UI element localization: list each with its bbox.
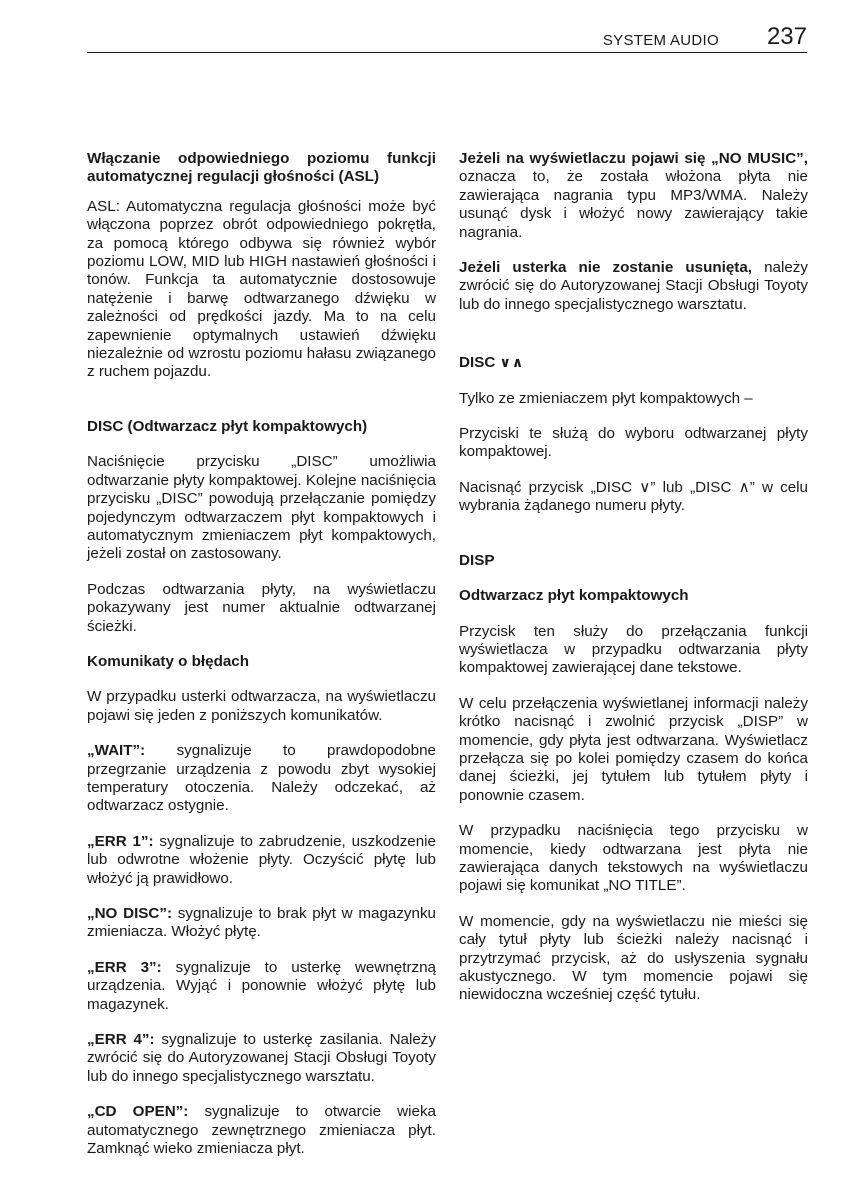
page-number: 237 [766, 23, 807, 50]
up-down-arrows-icon: ∨∧ [499, 355, 525, 372]
disp-paragraph-1: Przycisk ten służy do przełączania funkcji wyświetlacza w przypadku odtwarzania płyty kompaktowej zawierającej dane tekstowe. [459, 622, 808, 677]
disc-paragraph-2: Podczas odtwarzania płyty, na wyświetlaczu pokazywany jest numer aktualnie odtwarzanej ścieżki. [87, 580, 436, 635]
disc-heading: DISC (Odtwarzacz płyt kompaktowych) [87, 417, 368, 435]
no-music-condition: Jeżeli na wyświetlaczu pojawi się „NO MUSIC”, [459, 150, 808, 167]
error-message-nodisc [87, 905, 436, 942]
asl-heading: Włączanie odpowiedniego poziomu funkcji automatycznej regulacji głośności (ASL) [87, 150, 436, 186]
error-code: „ERR 3”: [87, 958, 162, 976]
fault-text: należy zwrócić się do Autoryzowanej Stacji Obsługi Toyoty lub do innego specjalistycznego warsztatu. [459, 259, 808, 313]
disc-press-paragraph: Nacisnąć przycisk „DISC ∨” lub „DISC ∧” w celu wybrania żądanego numeru płyty. [459, 478, 808, 515]
error-message-err4 [87, 1031, 436, 1086]
disp-heading: DISP [459, 551, 495, 569]
error-message-err3 [87, 959, 436, 1014]
errors-heading: Komunikaty o błędach [87, 652, 250, 670]
asl-paragraph: ASL: Automatyczna regulacja głośności może być włączona poprzez obrót odpowiedniego pokrętła, za pomocą którego odbywa się również wybór poziomu LOW, MID lub HIGH nastawień głośności i tonów. Funkcja ta automatycznie dostosowuje natężenie i barwę odtwarzanego dźwięku w zależności od prędkości jazdy. Ma to na celu zapewnienie optymalnych ustawień dźwięku niezależnie od wzrostu poziomu hałasu związanego z ruchem pojazdu. [87, 197, 436, 381]
error-description: sygnalizuje to usterkę wewnętrzną urządzenia. Wyjąć i ponownie włożyć płytę lub magazynek. [87, 958, 436, 1013]
changer-only-note: Tylko ze zmieniaczem płyt kompaktowych – [459, 389, 753, 407]
error-code: „NO DISC”: [87, 905, 173, 922]
disp-paragraph-4: W momencie, gdy na wyświetlaczu nie mieści się cały tytuł płyty lub ścieżki należy nacisnąć i przytrzymać przycisk, aż do usłyszenia sygnału akustycznego. W tym momencie pojawi się niewidoczna wcześniej część tytułu. [459, 912, 808, 1004]
error-code: „WAIT”: [87, 742, 146, 760]
fault-paragraph [459, 259, 808, 314]
error-code: „CD OPEN”: [87, 1103, 189, 1121]
section-title: SYSTEM AUDIO [602, 32, 719, 49]
disp-paragraph-2: W celu przełączenia wyświetlanej informacji należy krótko nacisnąć i zwolnić przycisk „DISP” w momencie, gdy płyta jest odtwarzana. Wyświetlacz przełącza się po kolei pomiędzy czasem do końca danej ścieżki, jej tytułem lub tytułem płyty i ponownie czasem. [459, 694, 808, 804]
fault-condition: Jeżeli usterka nie zostanie usunięta, [459, 259, 753, 277]
error-description: sygnalizuje to otwarcie wieka automatycznego zewnętrznego zmieniacza płyt. Zamknąć wieko zmieniacza płyt. [87, 1103, 436, 1158]
error-message-err1 [87, 833, 436, 888]
no-music-text: oznacza to, że została włożona płyta nie zawierająca nagrania typu MP3/WMA. Należy usunąć dysk i włożyć nowy zawierający takie nagrania. [459, 168, 808, 241]
error-message-wait [87, 742, 436, 816]
error-description: sygnalizuje to usterkę zasilania. Należy zwrócić się do Autoryzowanej Stacji Obsługi Toyoty lub do innego specjalistycznego warsztatu. [87, 1031, 436, 1085]
disp-subheading: Odtwarzacz płyt kompaktowych [459, 587, 689, 605]
disc-updown-label: DISC [459, 354, 496, 372]
page-header [87, 23, 807, 53]
disc-updown-heading [459, 354, 808, 372]
disp-paragraph-3: W przypadku naciśnięcia tego przycisku w momencie, kiedy odtwarzana jest płyta nie zawierająca danych tekstowych na wyświetlaczu pojawi się komunikat „NO TITLE”. [459, 822, 808, 895]
disc-buttons-paragraph: Przyciski te służą do wyboru odtwarzanej płyty kompaktowej. [459, 425, 808, 461]
left-column [87, 150, 436, 1158]
error-description: sygnalizuje to zabrudzenie, uszkodzenie lub odwrotne włożenie płyty. Oczyścić płytę lub włożyć ją prawidłowo. [87, 832, 437, 887]
error-code: „ERR 1”: [87, 832, 154, 850]
right-column [459, 150, 808, 1005]
errors-intro: W przypadku usterki odtwarzacza, na wyświetlaczu pojawi się jeden z poniższych komunikatów. [87, 688, 436, 724]
disc-paragraph-1: Naciśnięcie przycisku „DISC” umożliwia odtwarzanie płyty kompaktowej. Kolejne naciśnięcia przycisku „DISC” powodują przełączanie pomiędzy pojedynczym odtwarzaczem płyt kompaktowych i automatycznym zmieniaczem płyt kompaktowych, jeżeli został on zastosowany. [87, 453, 436, 563]
error-description: sygnalizuje to prawdopodobne przegrzanie urządzenia z powodu zbyt wysokiej temperatury otoczenia. Należy odczekać, aż odtwarzacz ostygnie. [87, 742, 436, 815]
error-message-cdopen [87, 1103, 436, 1158]
error-description: sygnalizuje to brak płyt w magazynku zmieniacza. Włożyć płytę. [87, 905, 437, 941]
no-music-paragraph [459, 150, 808, 242]
error-code: „ERR 4”: [87, 1031, 155, 1049]
